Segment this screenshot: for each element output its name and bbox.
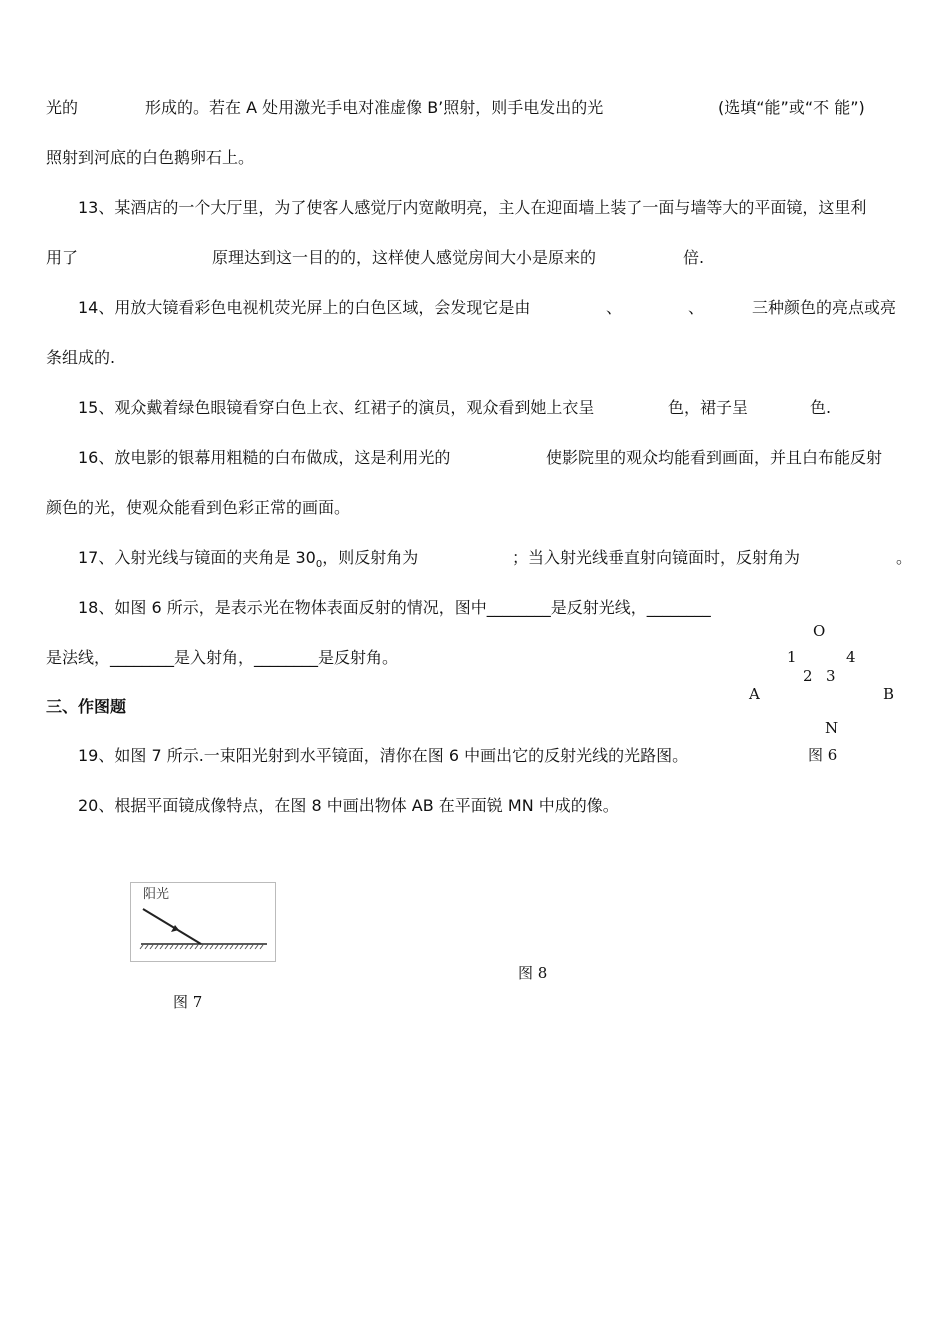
q16-text-1: 16、放电影的银幕用粗糙的白布做成，这是利用光的 xyxy=(78,448,451,467)
fig7-caption: 图 7 xyxy=(173,993,203,1011)
fig6-label-o: O xyxy=(813,622,826,640)
fig6-label-1: 1 xyxy=(787,648,797,666)
q16-text-3: 颜色的光，使观众能看到色彩正常的画面。 xyxy=(46,498,351,517)
fig7-mirror-hatching xyxy=(140,945,263,949)
q13-text-1: 13、某酒店的一个大厅里，为了使客人感觉厅内宽敞明亮，主人在迎面墙上装了一面与墙等大的平面镜，这里利 xyxy=(78,198,867,217)
q17-text-2: ；当入射光线垂直射向镜面时，反射角为 xyxy=(512,548,801,567)
fig8-caption: 图 8 xyxy=(518,964,548,982)
q12-text-3: (选填“能”或“不 能”) xyxy=(718,98,865,117)
fig6-label-a: A xyxy=(749,685,760,703)
fig7-sunlight-label: 阳光 xyxy=(143,887,170,902)
q15-text-1: 15、观众戴着绿色眼镜看穿白色上衣、红裙子的演员，观众看到她上衣呈 xyxy=(78,398,595,417)
q13-text-2: 用了 xyxy=(46,248,79,267)
q14-text-2: 三种颜色的亮点或亮 xyxy=(752,298,897,317)
fig6-caption: 图 6 xyxy=(808,746,838,764)
fig6-label-b: B xyxy=(883,685,895,703)
q12-text-1: 光的 xyxy=(46,98,79,117)
fig7-diagram xyxy=(130,882,276,962)
section-heading: 三、作图题 xyxy=(46,697,127,716)
fig7-incident-ray xyxy=(143,909,201,944)
fig6-label-2: 2 xyxy=(803,667,813,685)
fig7-drawing xyxy=(131,883,277,963)
q19-text: 19、如图 7 所示.一束阳光射到水平镜面，清你在图 6 中画出它的反射光线的光路图。 xyxy=(78,746,689,765)
q14-sep-2: 、 xyxy=(688,298,705,317)
q15-text-3: 色. xyxy=(810,398,832,417)
q13-text-3: 原理达到这一目的的，这样使人感觉房间大小是原来的 xyxy=(212,248,597,267)
q18-text-1: 18、如图 6 所示，是表示光在物体表面反射的情况，图中________是反射光线，________ xyxy=(78,598,711,617)
q13-text-4: 倍. xyxy=(683,248,705,267)
q12-text-2: 形成的。若在 A 处用激光手电对准虚像 B’照射，则手电发出的光 xyxy=(145,98,604,117)
q18-text-2: 是法线，________是入射角，________是反射角。 xyxy=(46,648,399,667)
q17-text-3: 。 xyxy=(896,548,913,567)
q14-sep-1: 、 xyxy=(606,298,623,317)
q12-text-4: 照射到河底的白色鹅卵石上。 xyxy=(46,148,255,167)
q14-text-3: 条组成的. xyxy=(46,348,116,367)
q20-text: 20、根据平面镜成像特点，在图 8 中画出物体 AB 在平面锐 MN 中成的像。 xyxy=(78,796,619,815)
q15-text-2: 色，裙子呈 xyxy=(668,398,749,417)
fig6-label-3: 3 xyxy=(826,667,836,685)
fig6-label-n: N xyxy=(825,719,839,737)
q16-text-2: 使影院里的观众均能看到画面，并且白布能反射 xyxy=(546,448,883,467)
q17-text-1: 17、入射光线与镜面的夹角是 $30_0$，则反射角为 xyxy=(78,548,419,571)
q14-text-1: 14、用放大镜看彩色电视机荧光屏上的白色区域，会发现它是由 xyxy=(78,298,531,317)
fig6-label-4: 4 xyxy=(846,648,856,666)
